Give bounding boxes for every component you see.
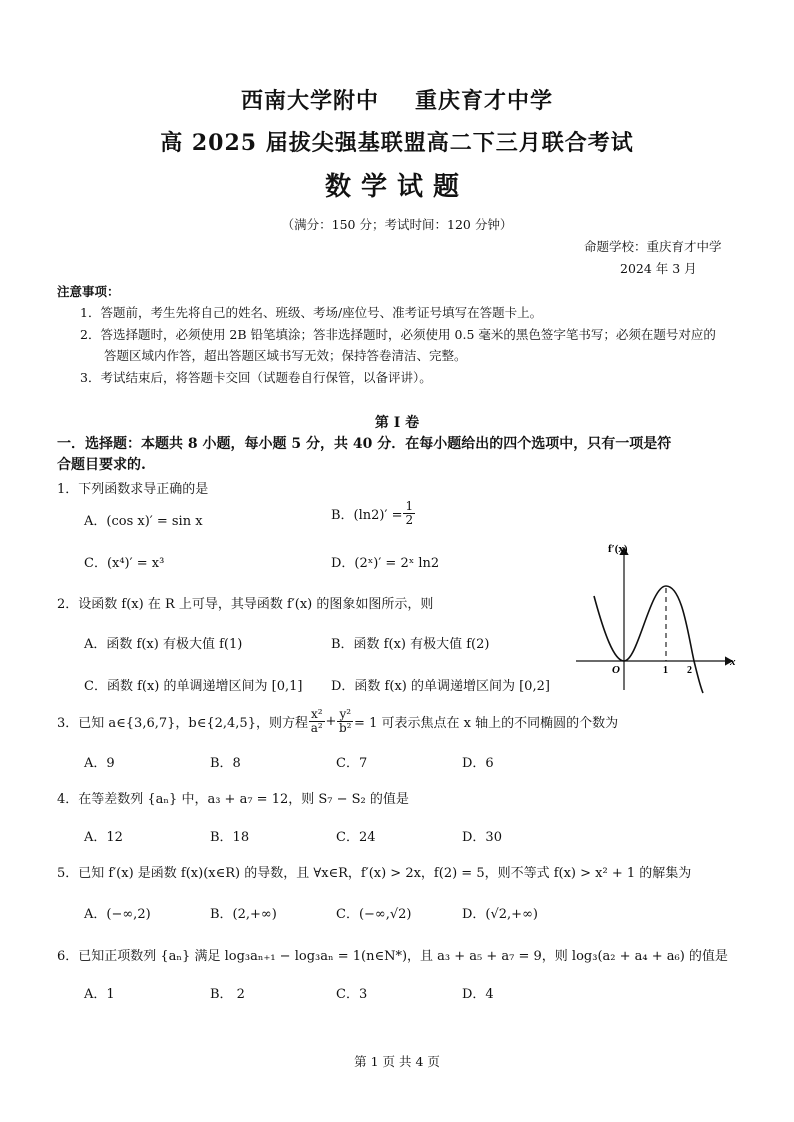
- y-axis-label: f′(x): [608, 543, 628, 555]
- page-footer: 第 1 页 共 4 页: [354, 1054, 440, 1069]
- date: 2024 年 3 月: [620, 261, 697, 276]
- q4-option-c: C．24: [336, 830, 376, 845]
- q5-option-d: D．(√2,+∞): [462, 907, 538, 922]
- q4-option-b: B．18: [210, 830, 250, 845]
- fraction-numerator: x²: [310, 707, 323, 721]
- q1-option-a: A．(cos x)′ = sin x: [84, 514, 203, 529]
- q6-option-c: C．3: [336, 987, 368, 1002]
- q3-option-b: B．8: [210, 756, 241, 771]
- exam-info: （满分：150 分；考试时间：120 分钟）: [281, 217, 513, 232]
- q3-stem-pre: 3．已知 a∈{3,6,7}，b∈{2,4,5}，则方程: [57, 715, 308, 731]
- q5-option-b: B．(2,+∞): [210, 907, 277, 922]
- origin-label: O: [612, 664, 620, 676]
- fraction-numerator: 1: [405, 499, 414, 513]
- q4-stem: 4．在等差数列 {aₙ} 中，a₃ + a₇ = 12，则 S₇ − S₂ 的值是: [57, 792, 409, 807]
- q3-option-d: D．6: [462, 756, 494, 771]
- fraction-denominator: 2: [405, 512, 414, 527]
- part-label: 第 I 卷: [374, 415, 420, 431]
- q2-option-d: D．函数 f(x) 的单调递增区间为 [0,2]: [331, 679, 550, 694]
- q6-stem: 6．已知正项数列 {aₙ} 满足 log₃aₙ₊₁ − log₃aₙ = 1(n∈N*)，且 a₃ + a₅ + a₇ = 9，则 log₃(a₂ + a₄ + a₆) 的值是: [57, 949, 728, 964]
- school-b: 重庆育才中学: [415, 88, 554, 114]
- tick-label-2: 2: [687, 665, 692, 676]
- q3-fraction-x: [309, 708, 325, 734]
- q4-option-d: D．30: [462, 830, 502, 845]
- fraction-numerator: y²: [339, 707, 352, 721]
- q2-option-a: A．函数 f(x) 有极大值 f(1): [84, 637, 243, 652]
- q3-fraction-y: [337, 708, 353, 734]
- q3-option-c: C．7: [336, 756, 368, 771]
- section-heading-line1: 一．选择题：本题共 8 小题，每小题 5 分，共 40 分．在每小题给出的四个选项中，只有一项是符: [57, 436, 672, 452]
- subject-title: 数学试题: [324, 172, 469, 202]
- q1-option-b: [331, 500, 416, 526]
- tick-label-1: 1: [663, 665, 668, 676]
- q3-stem: [57, 708, 618, 734]
- note-item: 3．考试结束后，将答题卡交回（试题卷自行保管，以备评讲）。: [80, 370, 432, 385]
- q6-option-a: A．1: [84, 987, 115, 1002]
- q1-option-c: C．(x⁴)′ = x³: [84, 556, 165, 571]
- derivative-curve: [594, 586, 703, 693]
- note-item: 1．答题前，考生先将自己的姓名、班级、考场/座位号、准考证号填写在答题卡上。: [80, 305, 543, 320]
- note-item: 答题区域内作答，超出答题区域书写无效；保持答卷清洁、完整。: [104, 348, 467, 363]
- school-a: 西南大学附中: [240, 88, 379, 114]
- q2-stem: 2．设函数 f(x) 在 R 上可导，其导函数 f′(x) 的图象如图所示，则: [57, 597, 434, 612]
- q3-plus: +: [325, 713, 337, 729]
- notes-heading: 注意事项：: [57, 284, 120, 299]
- q5-stem: 5．已知 f′(x) 是函数 f(x)(x∈R) 的导数，且 ∀x∈R，f′(x) > 2x，f(2) = 5，则不等式 f(x) > x² + 1 的解集为: [57, 866, 692, 881]
- q1-option-d: D．(2ˣ)′ = 2ˣ ln2: [331, 556, 440, 571]
- q5-option-a: A．(−∞,2): [84, 907, 151, 922]
- q3-option-a: A．9: [84, 756, 115, 771]
- derivative-graph: [572, 538, 744, 694]
- exam-title: 高 2025 届拔尖强基联盟高二下三月联合考试: [160, 130, 634, 156]
- issuer: 命题学校：重庆育才中学: [584, 239, 722, 254]
- q2-option-c: C．函数 f(x) 的单调递增区间为 [0,1]: [84, 679, 303, 694]
- x-axis-label: x: [730, 656, 736, 668]
- q5-option-c: C．(−∞,√2): [336, 907, 412, 922]
- q6-option-b: B． 2: [210, 987, 245, 1002]
- q1-option-b-text: B．(ln2)′ =: [331, 507, 403, 523]
- q6-option-d: D．4: [462, 987, 494, 1002]
- q3-stem-post: = 1 可表示焦点在 x 轴上的不同椭圆的个数为: [354, 715, 619, 731]
- q4-option-a: A．12: [84, 830, 123, 845]
- fraction-denominator: a²: [310, 720, 323, 735]
- school-names: [0, 84, 794, 115]
- q1-stem: 1．下列函数求导正确的是: [57, 482, 209, 497]
- q1-option-b-fraction: [403, 500, 415, 526]
- note-item: 2．答选择题时，必须使用 2B 铅笔填涂；答非选择题时，必须使用 0.5 毫米的黑色签字笔书写；必须在题号对应的: [80, 327, 716, 342]
- section-heading-line2: 合题目要求的.: [57, 457, 146, 473]
- q2-option-b: B．函数 f(x) 有极大值 f(2): [331, 637, 490, 652]
- fraction-denominator: b²: [339, 720, 352, 735]
